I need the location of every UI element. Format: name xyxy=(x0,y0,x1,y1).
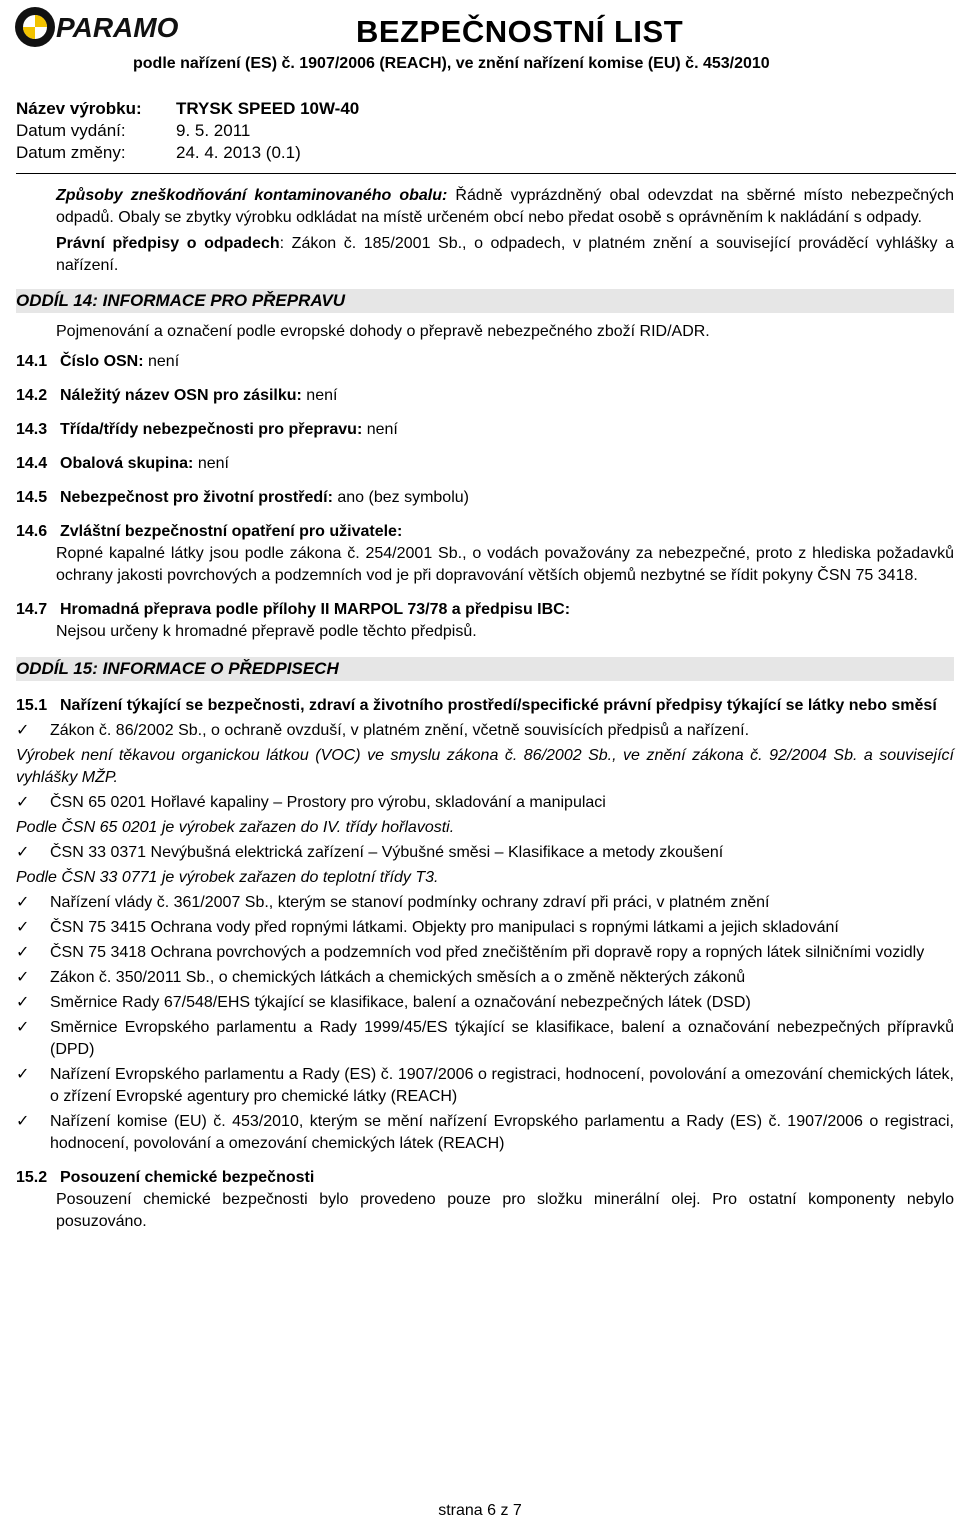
item-number: 14.4 xyxy=(16,455,48,472)
regulation-text: Nařízení Evropského parlamentu a Rady (ES) č. 1907/2006 o registraci, hodnocení, povolování a omezování chemických látek, o zřízení Evropské agentury pro chemické látky (REACH) xyxy=(50,1066,954,1105)
regulation-text: Nařízení vlády č. 361/2007 Sb., kterým se stanoví podmínky ochrany zdraví při práci, v platném znění xyxy=(50,894,770,911)
item-number: 15.1 xyxy=(16,697,48,714)
check-icon: ✓ xyxy=(16,1066,30,1083)
regulation-text: ČSN 65 0201 Hořlavé kapaliny – Prostory pro výrobu, skladování a manipulaci xyxy=(50,794,606,811)
waste-packaging-label: Způsoby zneškodňování kontaminovaného obalu: xyxy=(56,187,448,204)
item-value: není xyxy=(143,353,180,370)
changed-value: 24. 4. 2013 (0.1) xyxy=(176,143,301,162)
item-15-1 xyxy=(16,695,954,717)
item-14-3 xyxy=(16,419,954,441)
page-number: strana 6 z 7 xyxy=(438,1502,522,1519)
item-value: není xyxy=(301,387,338,404)
regulation-text: Směrnice Evropského parlamentu a Rady 1999/45/ES týkající se klasifikace, balení a označování nebezpečných přípravků (DPD) xyxy=(50,1019,954,1058)
regulation-note: Podle ČSN 65 0201 je výrobek zařazen do IV. třídy hořlavosti. xyxy=(16,819,455,836)
item-number: 14.7 xyxy=(16,601,48,618)
item-number: 14.3 xyxy=(16,421,48,438)
page-content xyxy=(16,185,954,1233)
logo-text: PARAMO xyxy=(56,12,179,43)
waste-packaging-text: Řádně vyprázdněný obal odevzdat na sběrné místo nebezpečných odpadů. Obaly se zbytky výrobku odkládat na místě určeném obcí nebo předat osobě s oprávněním k nakládání s odpady. xyxy=(56,187,954,226)
check-icon: ✓ xyxy=(16,994,30,1011)
check-icon: ✓ xyxy=(16,894,30,911)
section-14-title: ODDÍL 14: INFORMACE PRO PŘEPRAVU xyxy=(16,289,954,313)
item-label: Zvláštní bezpečnostní opatření pro uživatele: xyxy=(60,523,403,540)
check-icon: ✓ xyxy=(16,794,30,811)
regulation-text: Zákon č. 86/2002 Sb., o ochraně ovzduší, v platném znění, včetně souvisících předpisů a nařízení. xyxy=(50,722,750,739)
item-value: ano (bez symbolu) xyxy=(332,489,469,506)
regulation-item xyxy=(16,1111,954,1155)
regulation-item xyxy=(16,917,954,939)
item-value: není xyxy=(362,421,398,438)
regulation-text: ČSN 75 3415 Ochrana vody před ropnými látkami. Objekty pro manipulaci s ropnými látkami a jejich skladování xyxy=(50,919,839,936)
waste-law-text: : Zákon č. 185/2001 Sb., o odpadech, v platném znění a související prováděcí vyhlášky a nařízení. xyxy=(56,235,954,274)
item-14-6 xyxy=(16,521,954,543)
regulation-text: Zákon č. 350/2011 Sb., o chemických látkách a chemických směsích a o změně některých zákonů xyxy=(50,969,746,986)
section-14-intro: Pojmenování a označení podle evropské dohody o přepravě nebezpečného zboží RID/ADR. xyxy=(56,323,710,340)
item-label: Třída/třídy nebezpečnosti pro přepravu: xyxy=(60,421,363,438)
regulation-item xyxy=(16,720,954,742)
item-label: Číslo OSN: xyxy=(60,353,144,370)
waste-packaging-paragraph xyxy=(16,185,954,229)
check-icon: ✓ xyxy=(16,969,30,986)
changed-label: Datum změny: xyxy=(16,143,126,162)
item-14-7-text: Nejsou určeny k hromadné přepravě podle těchto předpisů. xyxy=(56,623,477,640)
item-number: 14.2 xyxy=(16,387,48,404)
item-14-4 xyxy=(16,453,954,475)
check-icon: ✓ xyxy=(16,1019,30,1036)
regulation-item xyxy=(16,892,954,914)
changed-row xyxy=(16,142,359,164)
document-meta xyxy=(16,98,359,164)
regulation-text: Směrnice Rady 67/548/EHS týkající se klasifikace, balení a označování nebezpečných látek (DSD) xyxy=(50,994,751,1011)
item-number: 15.2 xyxy=(16,1169,48,1186)
issued-label: Datum vydání: xyxy=(16,121,126,140)
regulation-item xyxy=(16,967,954,989)
check-icon: ✓ xyxy=(16,919,30,936)
product-row xyxy=(16,98,359,120)
item-14-2 xyxy=(16,385,954,407)
item-label: Nebezpečnost pro životní prostředí: xyxy=(60,489,333,506)
document-subtitle: podle nařízení (ES) č. 1907/2006 (REACH), ve znění nařízení komise (EU) č. 453/2010 xyxy=(133,55,770,72)
check-icon: ✓ xyxy=(16,944,30,961)
item-value: není xyxy=(193,455,229,472)
regulation-item xyxy=(16,792,954,814)
document-title: BEZPEČNOSTNÍ LIST xyxy=(356,14,684,49)
section-15-title: ODDÍL 15: INFORMACE O PŘEDPISECH xyxy=(16,657,954,681)
issued-row xyxy=(16,120,359,142)
item-15-2-text: Posouzení chemické bezpečnosti bylo provedeno pouze pro složku minerální olej. Pro ostatní komponenty nebylo posuzováno. xyxy=(56,1191,954,1230)
regulation-item xyxy=(16,1017,954,1061)
item-14-7 xyxy=(16,599,954,621)
waste-law-label: Právní předpisy o odpadech xyxy=(56,235,280,252)
regulation-note: Výrobek není těkavou organickou látkou (VOC) ve smyslu zákona č. 86/2002 Sb., ve znění zákona č. 92/2004 Sb. a související vyhlášky MŽP. xyxy=(16,747,954,786)
product-value: TRYSK SPEED 10W-40 xyxy=(176,99,360,118)
item-label: Posouzení chemické bezpečnosti xyxy=(60,1169,315,1186)
check-icon: ✓ xyxy=(16,844,30,861)
item-15-2 xyxy=(16,1167,954,1189)
check-icon: ✓ xyxy=(16,1113,30,1130)
regulation-note: Podle ČSN 33 0771 je výrobek zařazen do teplotní třídy T3. xyxy=(16,869,439,886)
item-number: 14.5 xyxy=(16,489,48,506)
regulation-text: ČSN 33 0371 Nevýbušná elektrická zařízení – Výbušné směsi – Klasifikace a metody zkoušení xyxy=(50,844,724,861)
item-14-1 xyxy=(16,351,954,373)
paramo-logo xyxy=(12,4,212,50)
check-icon: ✓ xyxy=(16,722,30,739)
item-14-5 xyxy=(16,487,954,509)
item-14-6-text: Ropné kapalné látky jsou podle zákona č. 254/2001 Sb., o vodách považovány za nebezpečné, proto z hlediska požadavků ochrany jakosti povrchových a podzemních vod je při dopravování větších objemů nezbytné se řídit pokyny ČSN 75 3418. xyxy=(56,545,954,584)
item-label: Náležitý název OSN pro zásilku: xyxy=(60,387,302,404)
issued-value: 9. 5. 2011 xyxy=(176,121,251,140)
product-label: Název výrobku: xyxy=(16,99,142,118)
regulation-item xyxy=(16,942,954,964)
item-label: Nařízení týkající se bezpečnosti, zdraví a životního prostředí/specifické právní předpisy týkající se látky nebo směsí xyxy=(60,697,937,714)
regulation-item xyxy=(16,992,954,1014)
item-number: 14.1 xyxy=(16,353,48,370)
waste-law-paragraph xyxy=(16,233,954,277)
item-label: Obalová skupina: xyxy=(60,455,194,472)
regulation-item xyxy=(16,1064,954,1108)
regulation-item xyxy=(16,842,954,864)
regulation-text: ČSN 75 3418 Ochrana povrchových a podzemních vod před znečištěním při dopravě ropy a ropných látek silničními vozidly xyxy=(50,944,925,961)
item-label: Hromadná přeprava podle přílohy II MARPOL 73/78 a předpisu IBC: xyxy=(60,601,571,618)
regulation-text: Nařízení komise (EU) č. 453/2010, kterým se mění nařízení Evropského parlamentu a Rady (ES) č. 1907/2006 o registraci, hodnocení, povolování a omezování chemických látek (REACH) xyxy=(50,1113,954,1152)
header-divider xyxy=(16,173,956,174)
item-number: 14.6 xyxy=(16,523,48,540)
